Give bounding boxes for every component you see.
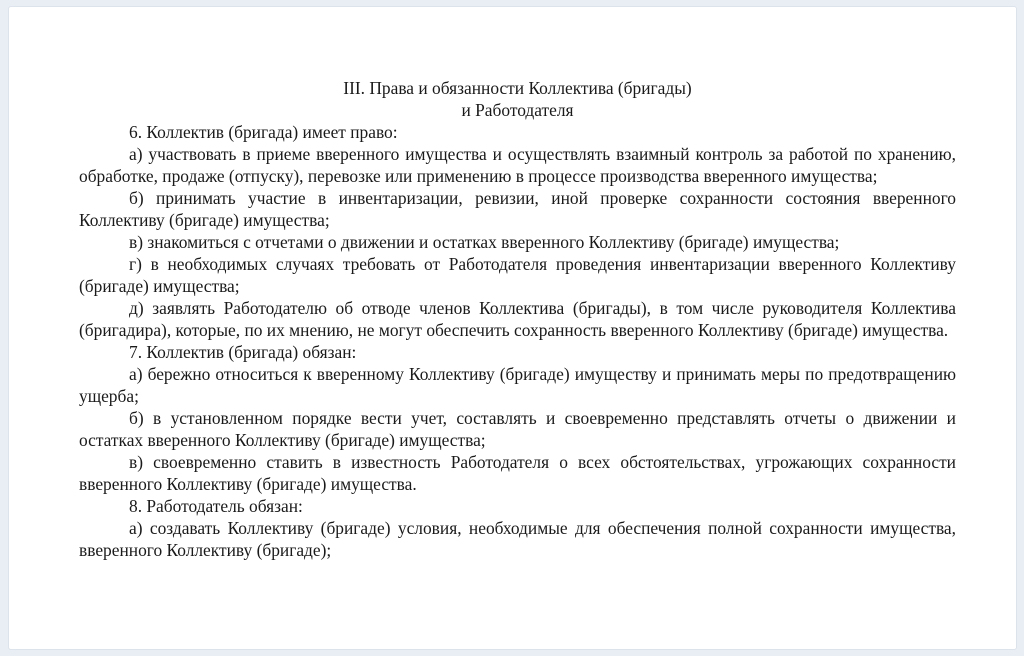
section-title <box>79 77 956 121</box>
document-frame <box>8 6 1017 650</box>
paragraph-7-heading: 7. Коллектив (бригада) обязан: <box>129 342 357 362</box>
paragraph-8a: а) создавать Коллективу (бригаде) условия, необходимые для обеспечения полной сохранности имущества, вверенного Коллективу (бригаде); <box>79 518 956 560</box>
section-title-line-2: и Работодателя <box>461 100 574 120</box>
paragraph-6d: д) заявлять Работодателю об отводе членов Коллектива (бригады), в том числе руководителя Коллектива (бригадира), которые, по их мнению, не могут обеспечить сохранность вверенного Коллективу (бригаде) имущества. <box>79 298 956 340</box>
paragraph-6v: в) знакомиться с отчетами о движении и остатках вверенного Коллективу (бригаде) имущества; <box>129 232 840 252</box>
paragraph-7a: а) бережно относиться к вверенному Коллективу (бригаде) имуществу и принимать меры по предотвращению ущерба; <box>79 364 956 406</box>
document-body <box>79 77 956 561</box>
paragraph-6b: б) принимать участие в инвентаризации, ревизии, иной проверке сохранности состояния вверенного Коллективу (бригаде) имущества; <box>79 188 956 230</box>
paragraph-6g: г) в необходимых случаях требовать от Работодателя проведения инвентаризации вверенного Коллективу (бригаде) имущества; <box>79 254 956 296</box>
section-title-line-1: III. Права и обязанности Коллектива (бригады) <box>343 78 692 98</box>
paragraph-8-heading: 8. Работодатель обязан: <box>129 496 303 516</box>
paragraph-6a: а) участвовать в приеме вверенного имущества и осуществлять взаимный контроль за работой по хранению, обработке, продаже (отпуску), перевозке или применению в процессе производства вверенного имущества; <box>79 144 956 186</box>
paragraph-7b: б) в установленном порядке вести учет, составлять и своевременно представлять отчеты о движении и остатках вверенного Коллективу (бригаде) имущества; <box>79 408 956 450</box>
paragraph-6-heading: 6. Коллектив (бригада) имеет право: <box>129 122 398 142</box>
paragraph-7v: в) своевременно ставить в известность Работодателя о всех обстоятельствах, угрожающих сохранности вверенного Коллективу (бригаде) имущества. <box>79 452 956 494</box>
